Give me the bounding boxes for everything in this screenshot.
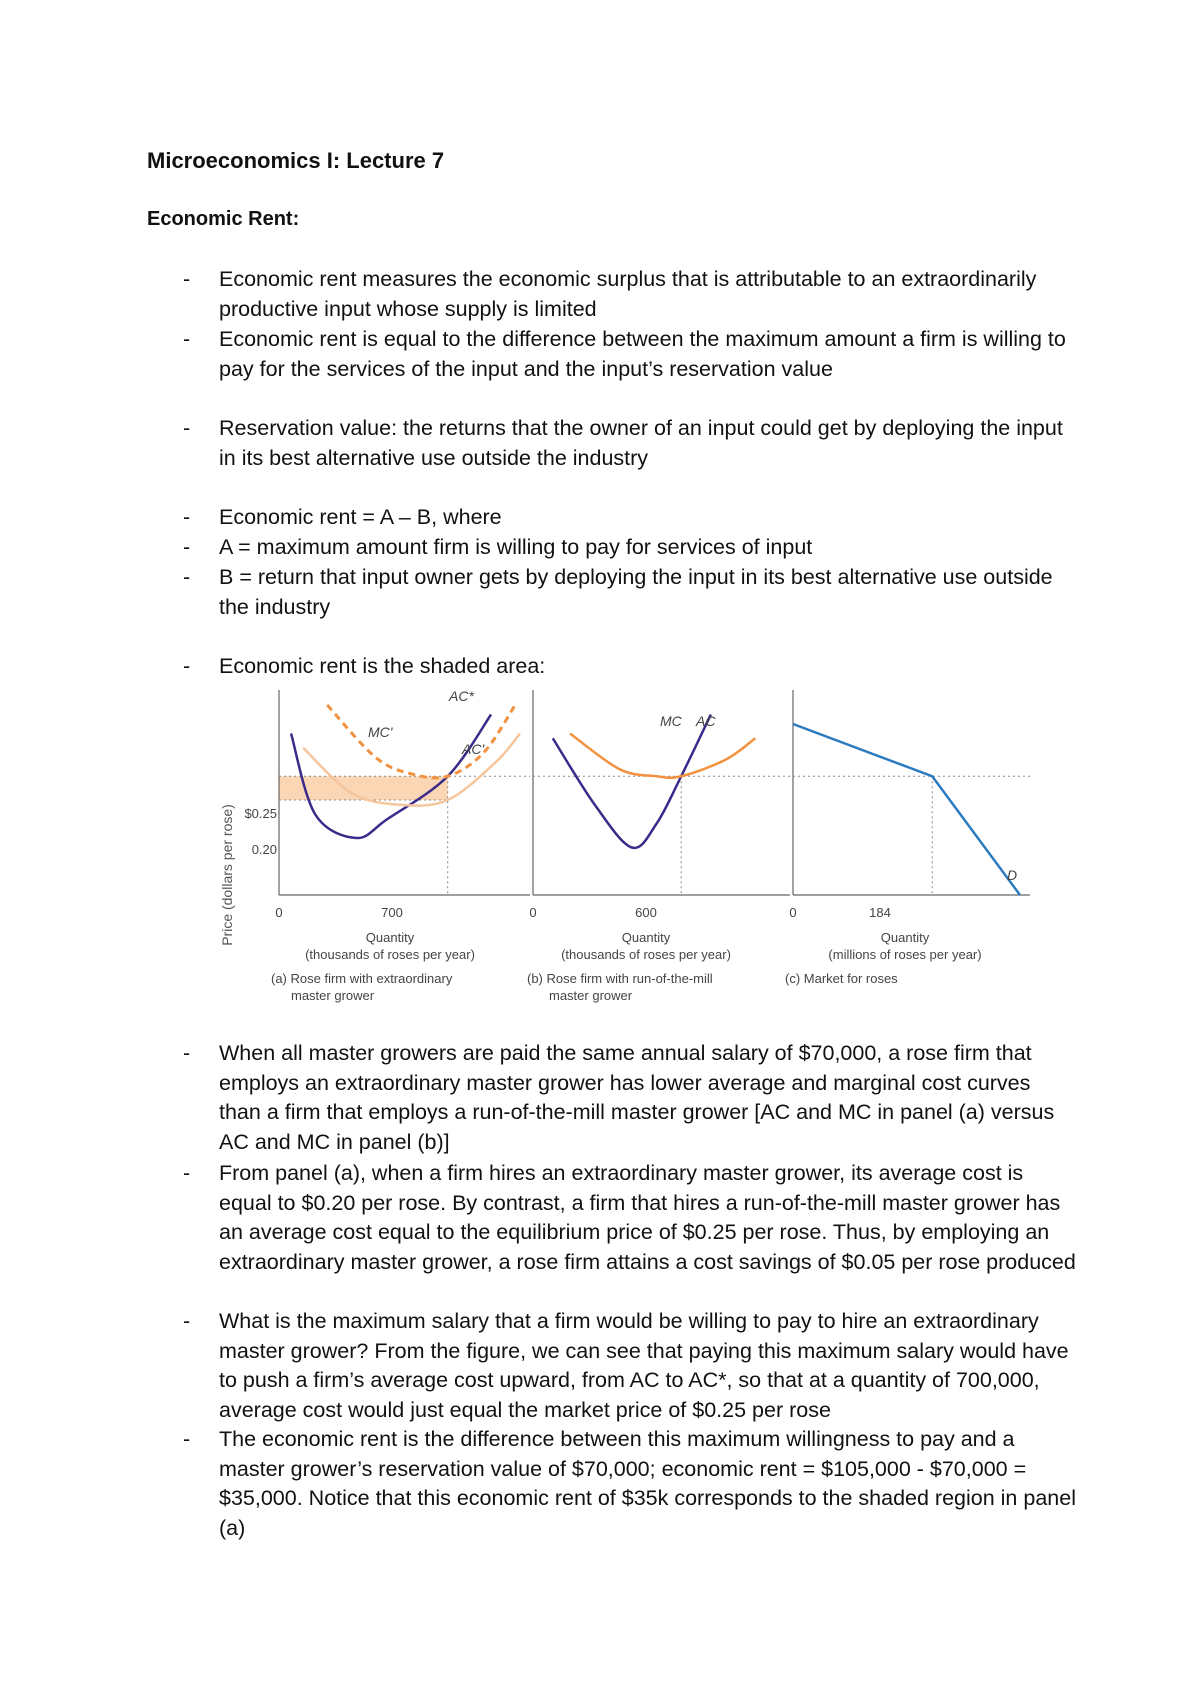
x-tick-label: 0 <box>275 905 283 920</box>
series-label-mc-prime: MC' <box>368 724 393 740</box>
series-label-d: D <box>1007 867 1018 883</box>
list-item <box>147 1039 1077 1157</box>
panel-caption: (a) Rose firm with extraordinary <box>271 971 453 986</box>
y-tick-label: 0.20 <box>251 842 277 857</box>
bullet-text: A = maximum amount firm is willing to pay for services of input <box>219 535 813 559</box>
series-line-ac <box>570 734 755 778</box>
series-label-ac: AC <box>696 713 716 729</box>
panel-a <box>279 690 530 895</box>
bullet-text: When all master growers are paid the same annual salary of $70,000, a rose firm that employs an extraordinary master grower has lower average and marginal cost curves than a firm that employs a run-of-the-mill master grower [AC and MC in panel (a) versus AC and MC in panel (b)] <box>219 1041 1055 1154</box>
bullet-dash: - <box>183 416 191 440</box>
list-item <box>147 1425 1077 1543</box>
x-tick-label: 0 <box>529 905 537 920</box>
series-line-mc <box>553 715 711 848</box>
x-tick-label: 0 <box>789 905 797 920</box>
bullet-text: Economic rent measures the economic surplus that is attributable to an extraordinarily productive input whose supply is limited <box>219 267 1037 321</box>
bullet-text: B = return that input owner gets by deploying the input in its best alternative use outside the industry <box>219 565 1053 619</box>
bullet-dash: - <box>183 565 191 589</box>
series-label-ac-prime: AC' <box>462 741 485 757</box>
list-item <box>147 414 1077 473</box>
x-tick-label: 600 <box>635 905 657 920</box>
list-item <box>147 533 1077 563</box>
y-tick-label: $0.25 <box>244 806 277 821</box>
series-label-ac-star: AC* <box>449 688 474 704</box>
panel-caption: (b) Rose firm with run-of-the-mill <box>527 971 713 986</box>
bullet-dash: - <box>183 654 191 678</box>
bullet-dash: - <box>183 267 191 291</box>
list-item <box>147 265 1077 324</box>
list-item <box>147 503 1077 533</box>
x-axis-label: Quantity <box>365 930 415 945</box>
section-heading: Economic Rent: <box>147 208 300 230</box>
x-axis-sublabel: (millions of roses per year) <box>828 947 982 962</box>
panel-c <box>793 690 1030 895</box>
bullet-dash: - <box>183 505 191 529</box>
x-axis-label: Quantity <box>880 930 930 945</box>
panel-caption: (c) Market for roses <box>785 971 898 986</box>
bullet-text: From panel (a), when a firm hires an extraordinary master grower, its average cost is equal to $0.20 per rose. By contrast, a firm that hires a run-of-the-mill master grower has an average cost equal to the equilibrium price of $0.25 per rose. Thus, by employing an extraordinary master grower, a rose firm attains a cost savings of $0.05 per rose produced <box>219 1161 1076 1274</box>
x-axis-sublabel: (thousands of roses per year) <box>305 947 475 962</box>
panel-caption: master grower <box>549 988 633 1003</box>
list-item <box>147 325 1077 384</box>
bullet-dash: - <box>183 1161 191 1185</box>
x-tick-label: 700 <box>381 905 403 920</box>
series-line-ac-star <box>327 705 515 778</box>
panel-caption: master grower <box>291 988 375 1003</box>
bullet-text: Economic rent = A – B, where <box>219 505 502 529</box>
bullet-text: What is the maximum salary that a firm would be willing to pay to hire an extraordinary master grower? From the figure, we can see that paying this maximum salary would have to push a firm’s average cost upward, from AC to AC*, so that at a quantity of 700,000, average cost would just equal the market price of $0.25 per rose <box>219 1309 1069 1422</box>
bullet-text: Economic rent is the shaded area: <box>219 654 546 678</box>
x-axis-label: Quantity <box>621 930 671 945</box>
bullet-text: Economic rent is equal to the difference between the maximum amount a firm is willing to pay for the services of the input and the input’s reservation value <box>219 327 1066 381</box>
bullet-dash: - <box>183 1041 191 1065</box>
list-item <box>147 563 1077 622</box>
series-line-d <box>793 724 1020 895</box>
x-axis-sublabel: (thousands of roses per year) <box>561 947 731 962</box>
bullet-dash: - <box>183 1309 191 1333</box>
bullet-dash: - <box>183 535 191 559</box>
list-item <box>147 652 1077 682</box>
bullet-text: Reservation value: the returns that the owner of an input could get by deploying the input in its best alternative use outside the industry <box>219 416 1063 470</box>
bullet-text: The economic rent is the difference between this maximum willingness to pay and a master grower’s reservation value of $70,000; economic rent = $105,000 - $70,000 = $35,000. Notice that this economic rent of $35k corresponds to the shaded region in panel (a) <box>219 1427 1076 1540</box>
document-title: Microeconomics I: Lecture 7 <box>147 148 445 173</box>
y-axis-label: Price (dollars per rose) <box>219 804 235 946</box>
series-label-mc: MC <box>660 713 682 729</box>
bullet-dash: - <box>183 1427 191 1451</box>
list-item <box>147 1307 1077 1425</box>
bullet-dash: - <box>183 327 191 351</box>
economic-rent-figure <box>0 685 1200 1025</box>
x-tick-label: 184 <box>869 905 891 920</box>
list-item <box>147 1159 1077 1277</box>
